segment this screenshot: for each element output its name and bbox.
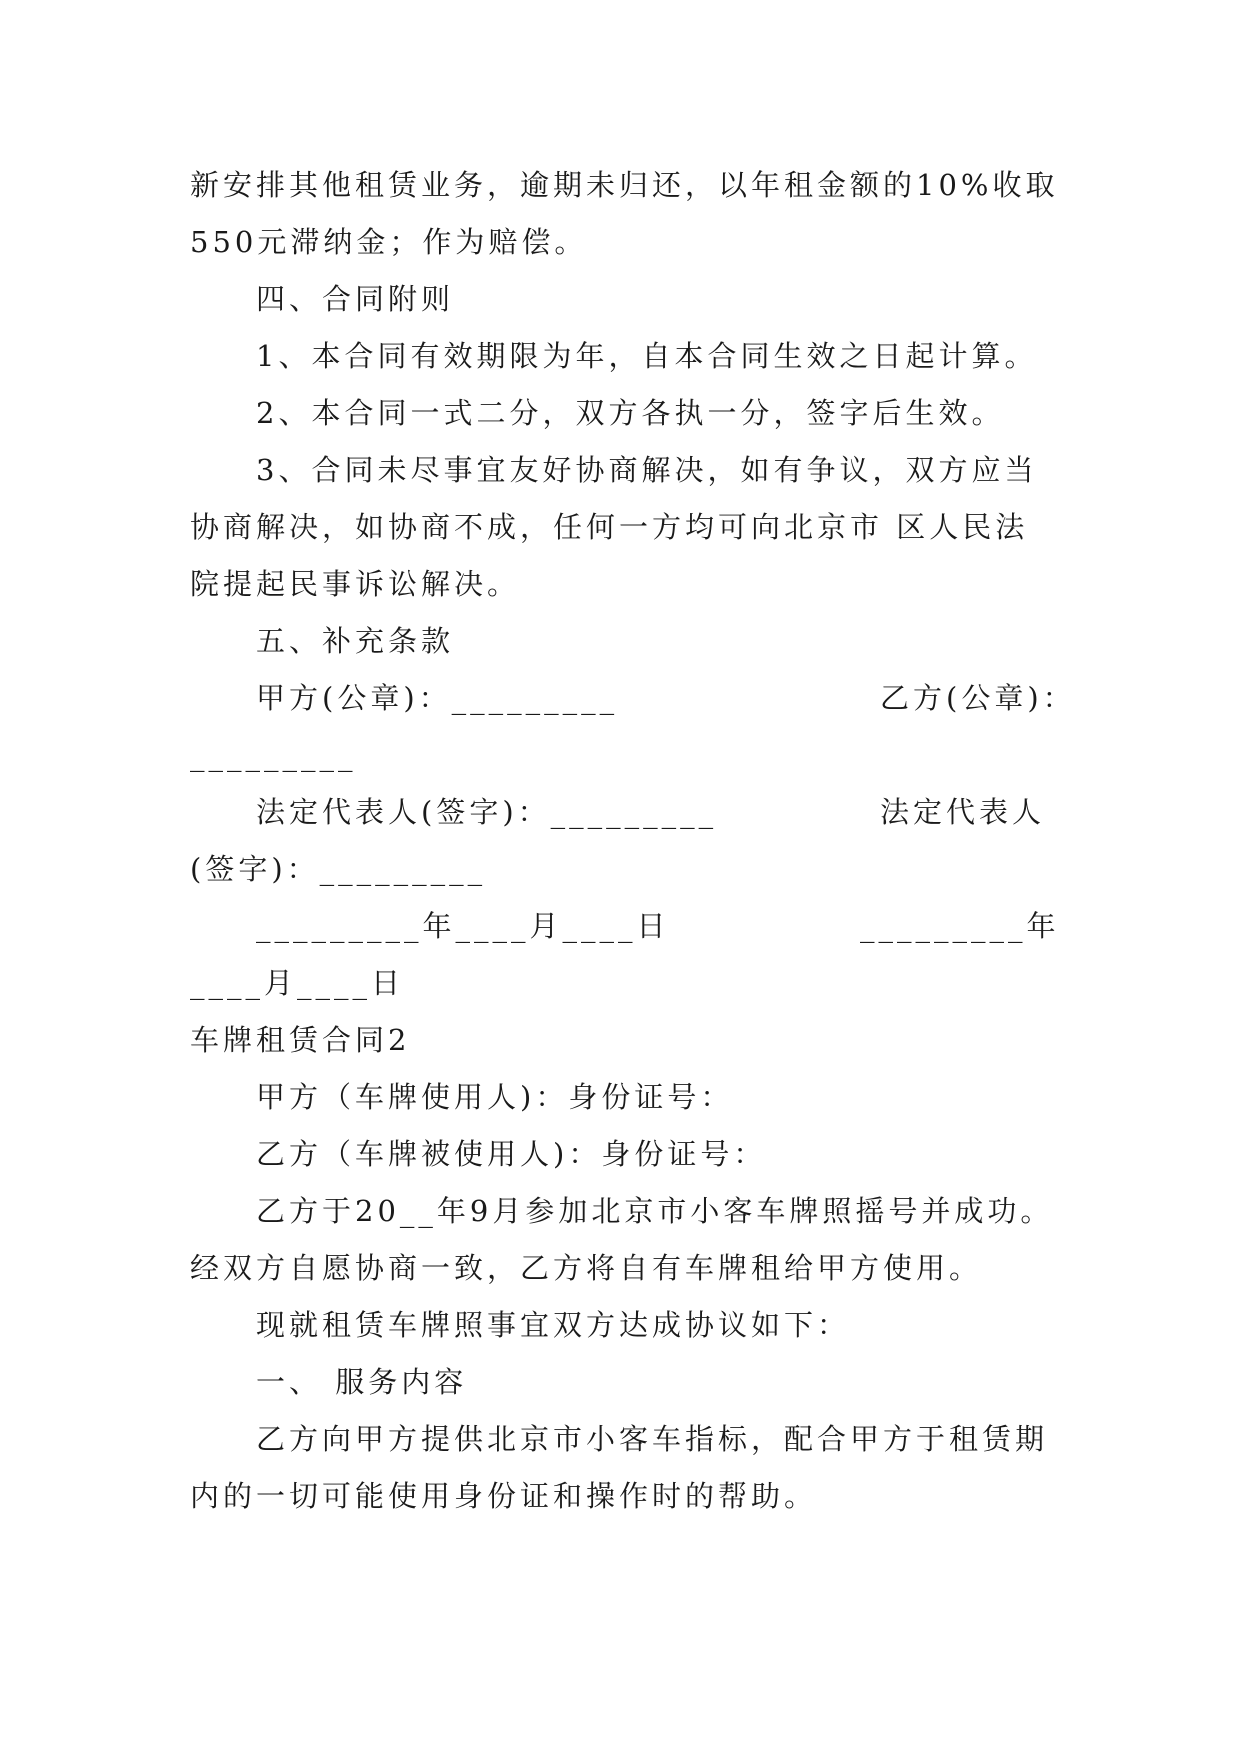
section-heading: 五、补充条款 bbox=[256, 624, 455, 658]
paragraph-line: 现就租赁车牌照事宜双方达成协议如下： bbox=[256, 1308, 851, 1342]
paragraph-line: 乙方向甲方提供北京市小客车指标，配合甲方于租赁期 bbox=[256, 1422, 1049, 1456]
party-a-date: _________年____月____日 bbox=[256, 909, 670, 943]
party-b-date-cont: ____月____日 bbox=[190, 966, 405, 1000]
paragraph-line: 550元滞纳金；作为赔偿。 bbox=[190, 225, 588, 259]
paragraph-line: 甲方（车牌使用人)：身份证号： bbox=[256, 1080, 734, 1114]
paragraph-line: 内的一切可能使用身份证和操作时的帮助。 bbox=[190, 1479, 818, 1513]
party-b-date: _________年 bbox=[860, 909, 1060, 943]
party-b-representative-cont: (签字)：_________ bbox=[190, 852, 487, 886]
party-b-representative: 法定代表人 bbox=[880, 795, 1046, 829]
paragraph-line: 新安排其他租赁业务，逾期未归还，以年租金额的10%收取 bbox=[190, 168, 1059, 202]
paragraph-line: 院提起民事诉讼解决。 bbox=[190, 567, 521, 601]
paragraph-line: 经双方自愿协商一致，乙方将自有车牌租给甲方使用。 bbox=[190, 1251, 983, 1285]
paragraph-line: 3、合同未尽事宜友好协商解决，如有争议，双方应当 bbox=[256, 453, 1038, 487]
section-heading: 四、合同附则 bbox=[256, 282, 455, 316]
paragraph-line: 乙方于20__年9月参加北京市小客车牌照摇号并成功。 bbox=[256, 1194, 1054, 1228]
party-a-representative: 法定代表人(签字)：_________ bbox=[256, 795, 718, 829]
paragraph-line: 1、本合同有效期限为年，自本合同生效之日起计算。 bbox=[256, 339, 1038, 373]
paragraph-line: 乙方（车牌被使用人)：身份证号： bbox=[256, 1137, 767, 1171]
contract-title: 车牌租赁合同2 bbox=[190, 1023, 411, 1057]
party-a-seal: 甲方(公章)：_________ bbox=[256, 681, 619, 715]
party-b-seal: 乙方(公章)： bbox=[880, 681, 1076, 715]
paragraph-line: 协商解决，如协商不成，任何一方均可向北京市 区人民法 bbox=[190, 510, 1029, 544]
party-b-seal-blank: _________ bbox=[190, 738, 357, 772]
section-heading: 一、 服务内容 bbox=[256, 1365, 468, 1399]
paragraph-line: 2、本合同一式二分，双方各执一分，签字后生效。 bbox=[256, 396, 1005, 430]
